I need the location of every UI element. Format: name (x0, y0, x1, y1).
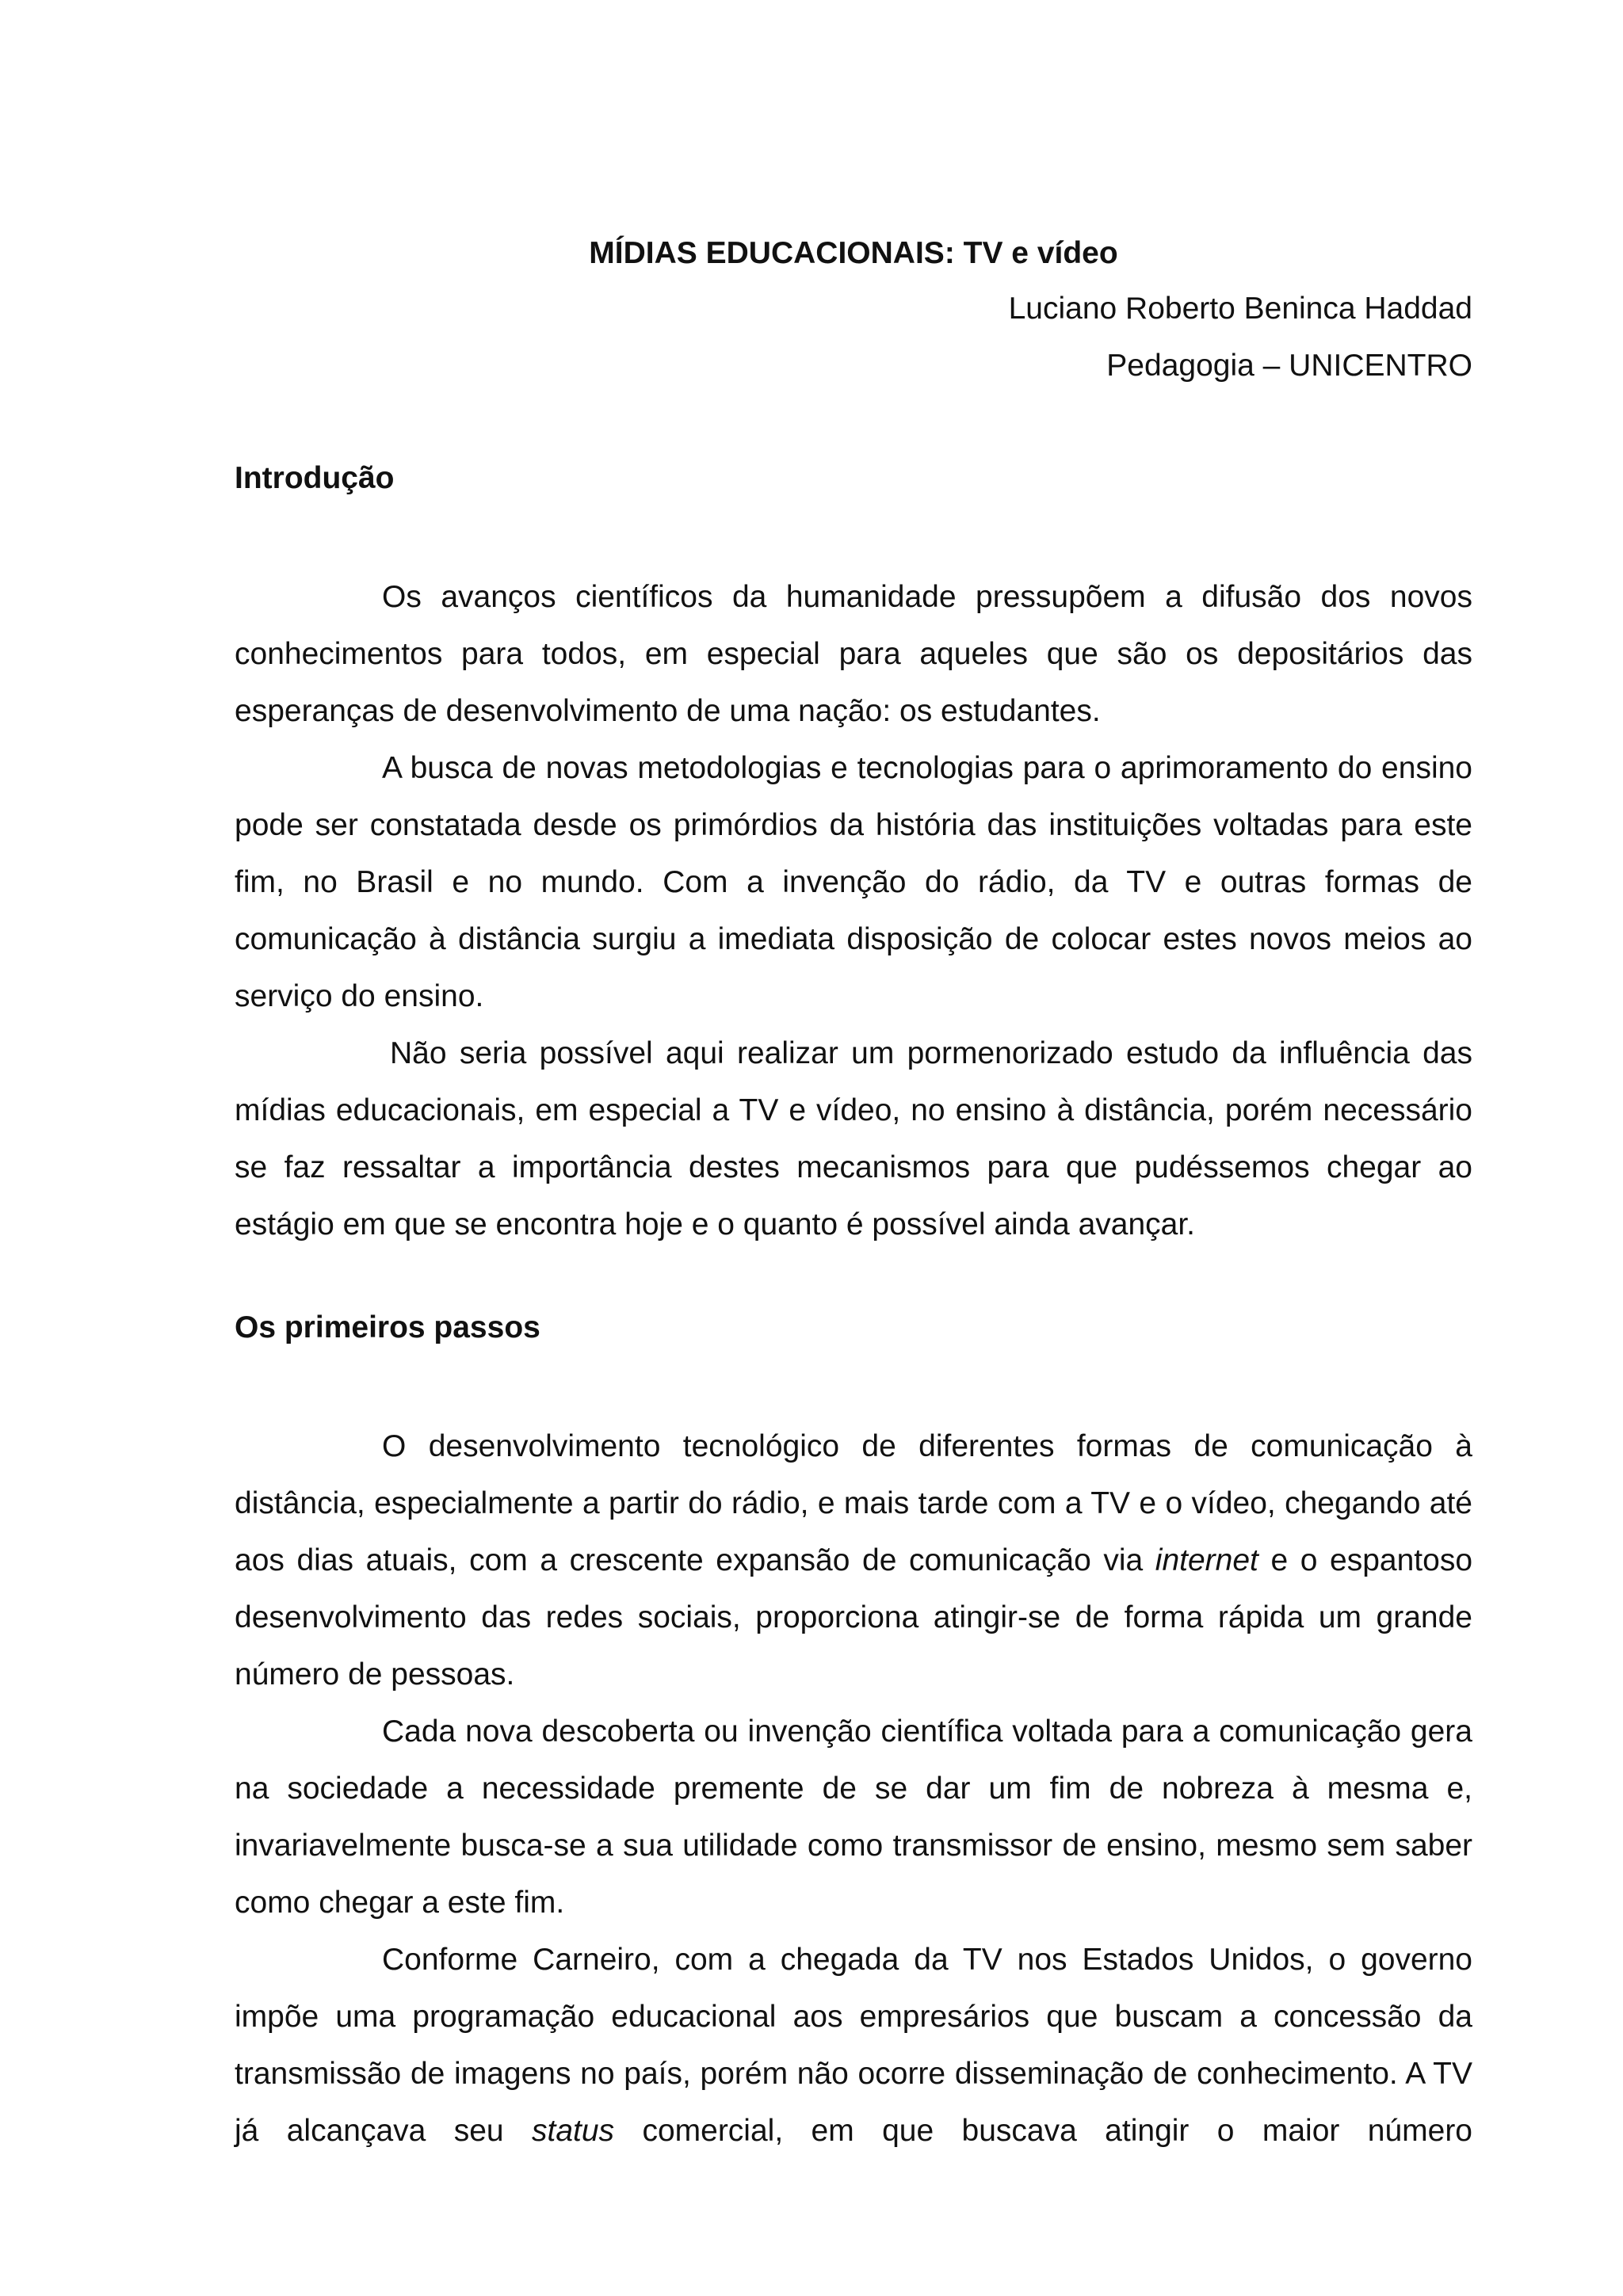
section-heading-introducao: Introdução (235, 461, 395, 495)
paragraph (235, 1418, 1472, 1703)
emphasis-text: status (532, 2114, 615, 2148)
emphasis-text: internet (1155, 1543, 1258, 1577)
paragraph-text: Conforme Carneiro, com a chegada da TV nos Estados Unidos, o governo impõe uma programação educacional aos empresários que buscam a concessão da transmissão de imagens no país, porém não ocorre disseminação de conhecimento. A TV já alcançava seu (235, 1943, 1472, 2148)
section-introducao (235, 569, 1472, 1253)
document-title: MÍDIAS EDUCACIONAIS: TV e vídeo (589, 236, 1118, 270)
paragraph: A busca de novas metodologias e tecnologias para o aprimoramento do ensino pode ser constatada desde os primórdios da história das instituições voltadas para este fim, no Brasil e no mundo. Com a invenção do rádio, da TV e outras formas de comunicação à distância surgiu a imediata disposição de colocar estes novos meios ao serviço do ensino. (235, 751, 1472, 1013)
paragraph-text: e o espantoso desenvolvimento das redes sociais, proporciona atingir-se de forma rápida um grande número de pessoas. (235, 1543, 1473, 1691)
document-page (235, 0, 1472, 2296)
paragraph (235, 1932, 1472, 2160)
author-affiliation: Pedagogia – UNICENTRO (1106, 349, 1472, 383)
paragraph: Não seria possível aqui realizar um pormenorizado estudo da influência das mídias educacionais, em especial a TV e vídeo, no ensino à distância, porém necessário se faz ressaltar a importância destes mecanismos para que pudéssemos chegar ao estágio em que se encontra hoje e o quanto é possível ainda avançar. (235, 1036, 1472, 1241)
paragraph-text: comercial, em que buscava atingir o maior número (642, 2114, 1472, 2148)
section-primeiros-passos (235, 1418, 1472, 2160)
paragraph: Os avanços científicos da humanidade pressupõem a difusão dos novos conhecimentos para todos, em especial para aqueles que são os depositários das esperanças de desenvolvimento de uma nação: os estudantes. (235, 580, 1472, 728)
author-name: Luciano Roberto Beninca Haddad (1008, 292, 1472, 326)
paragraph: Cada nova descoberta ou invenção científica voltada para a comunicação gera na sociedade a necessidade premente de se dar um fim de nobreza à mesma e, invariavelmente busca-se a sua utilidade como transmissor de ensino, mesmo sem saber como chegar a este fim. (235, 1714, 1472, 1920)
paragraph-text: O desenvolvimento tecnológico de diferentes formas de comunicação à distância, especialmente a partir do rádio, e mais tarde com a TV e o vídeo, chegando até aos dias atuais, com a crescente expansão de comunicação via (235, 1429, 1472, 1577)
section-heading-primeiros-passos: Os primeiros passos (235, 1310, 540, 1344)
